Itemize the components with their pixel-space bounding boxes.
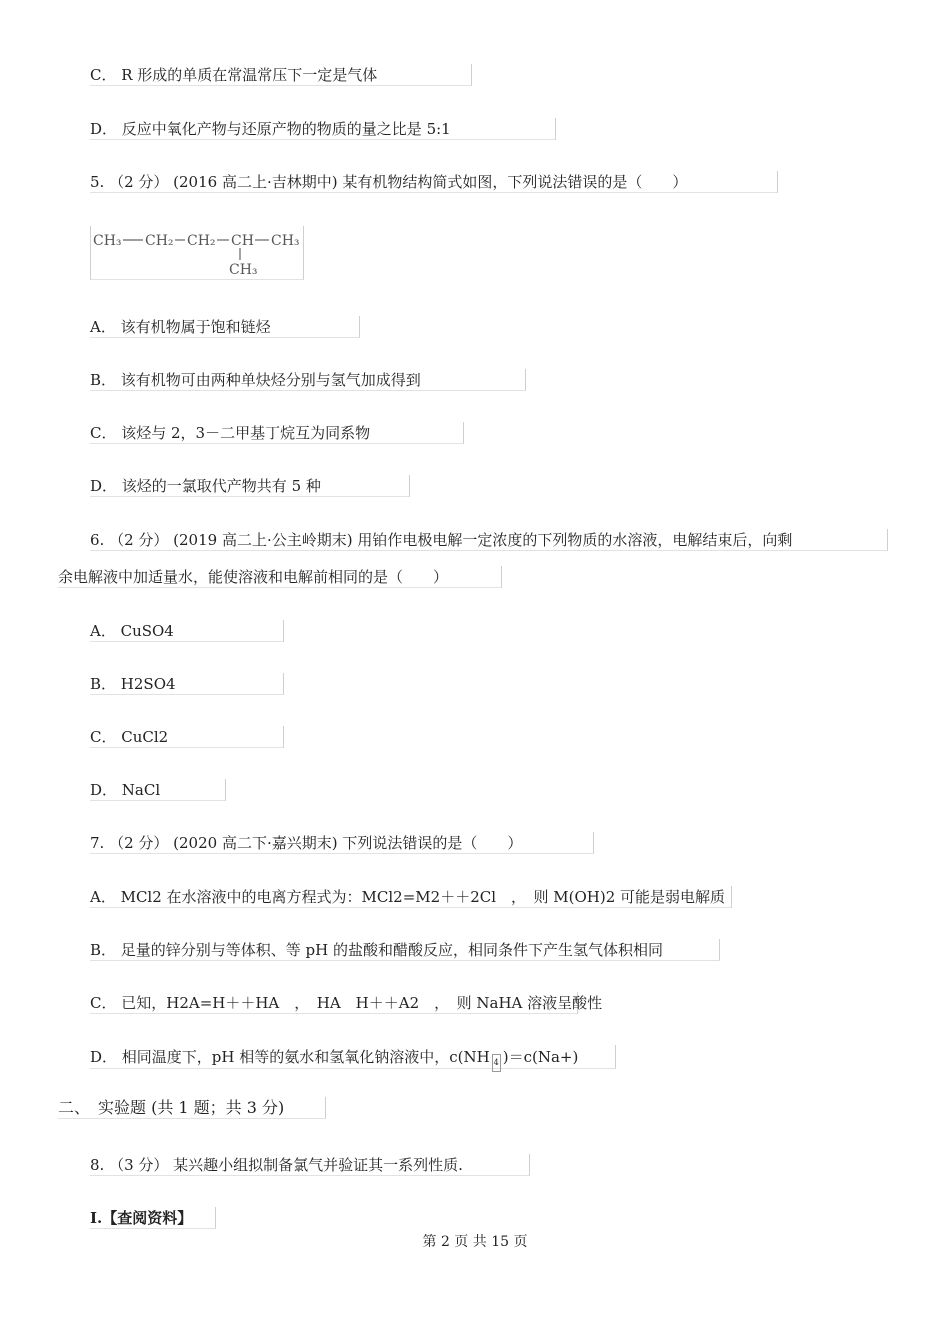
structure-group-3: CH₂ [187, 233, 216, 249]
q6-stem-line1: 6. （2 分） (2019 高二上·公主岭期末) 用铂作电极电解一定浓度的下列物质的水溶液，电解结束后，向剩 [90, 529, 888, 551]
q5-structure-formula [90, 226, 304, 280]
structure-branch: CH₃ [229, 262, 258, 278]
q7-stem: 7. （2 分） (2020 高二下·嘉兴期末) 下列说法错误的是（ ） [90, 832, 594, 854]
q6-option-d: D． NaCl [90, 779, 226, 801]
page-footer: 第 2 页 共 15 页 [422, 1234, 528, 1250]
q5-option-a: A． 该有机物属于饱和链烃 [90, 316, 360, 338]
q6-option-a: A． CuSO4 [90, 620, 284, 642]
q7-option-d-text-before: D． 相同温度下，pH 相等的氨水和氢氧化钠溶液中，c(NH [90, 1048, 490, 1066]
q6-option-c: C． CuCl2 [90, 726, 284, 748]
structure-group-5: CH₃ [271, 233, 300, 249]
q4-option-d: D． 反应中氧化产物与还原产物的物质的量之比是 5:1 [90, 118, 556, 140]
q5-option-d: D． 该烃的一氯取代产物共有 5 种 [90, 475, 410, 497]
q7-option-d [90, 1045, 616, 1069]
structure-group-4: CH [231, 233, 254, 249]
q8-stem: 8. （3 分） 某兴趣小组拟制备氯气并验证其一系列性质. [90, 1154, 530, 1176]
section-2-title: 二、 实验题 (共 1 题；共 3 分) [58, 1097, 326, 1119]
structure-group-1: CH₃ [93, 233, 122, 249]
structure-group-2: CH₂ [145, 233, 174, 249]
q8-subsection-1: Ⅰ.【查阅资料】 [90, 1207, 216, 1229]
q7-option-a: A． MCl2 在水溶液中的电离方程式为：MCl2=M2＋＋2Cl ， 则 M(OH)2 可能是弱电解质 [90, 886, 732, 908]
q7-option-b: B． 足量的锌分别与等体积、等 pH 的盐酸和醋酸反应，相同条件下产生氢气体积相同 [90, 939, 720, 961]
q6-option-b: B． H2SO4 [90, 673, 284, 695]
q7-option-c: C． 已知，H2A=H＋＋HA ， HA H＋＋A2 ， 则 NaHA 溶液呈酸性 [90, 994, 603, 1012]
q4-option-c: C． R 形成的单质在常温常压下一定是气体 [90, 64, 472, 86]
q6-stem-line2: 余电解液中加适量水，能使溶液和电解前相同的是（ ） [58, 566, 502, 588]
structure-svg [91, 226, 303, 280]
q5-option-c: C． 该烃与 2，3－二甲基丁烷互为同系物 [90, 422, 464, 444]
q5-stem: 5. （2 分） (2016 高二上·吉林期中) 某有机物结构简式如图，下列说法错误的是（ ） [90, 171, 778, 193]
q5-option-b: B． 该有机物可由两种单炔烃分别与氢气加成得到 [90, 369, 526, 391]
subscript-box: 4 [492, 1054, 501, 1072]
q7-option-d-text-after: )＝c(Na+) [502, 1048, 579, 1066]
